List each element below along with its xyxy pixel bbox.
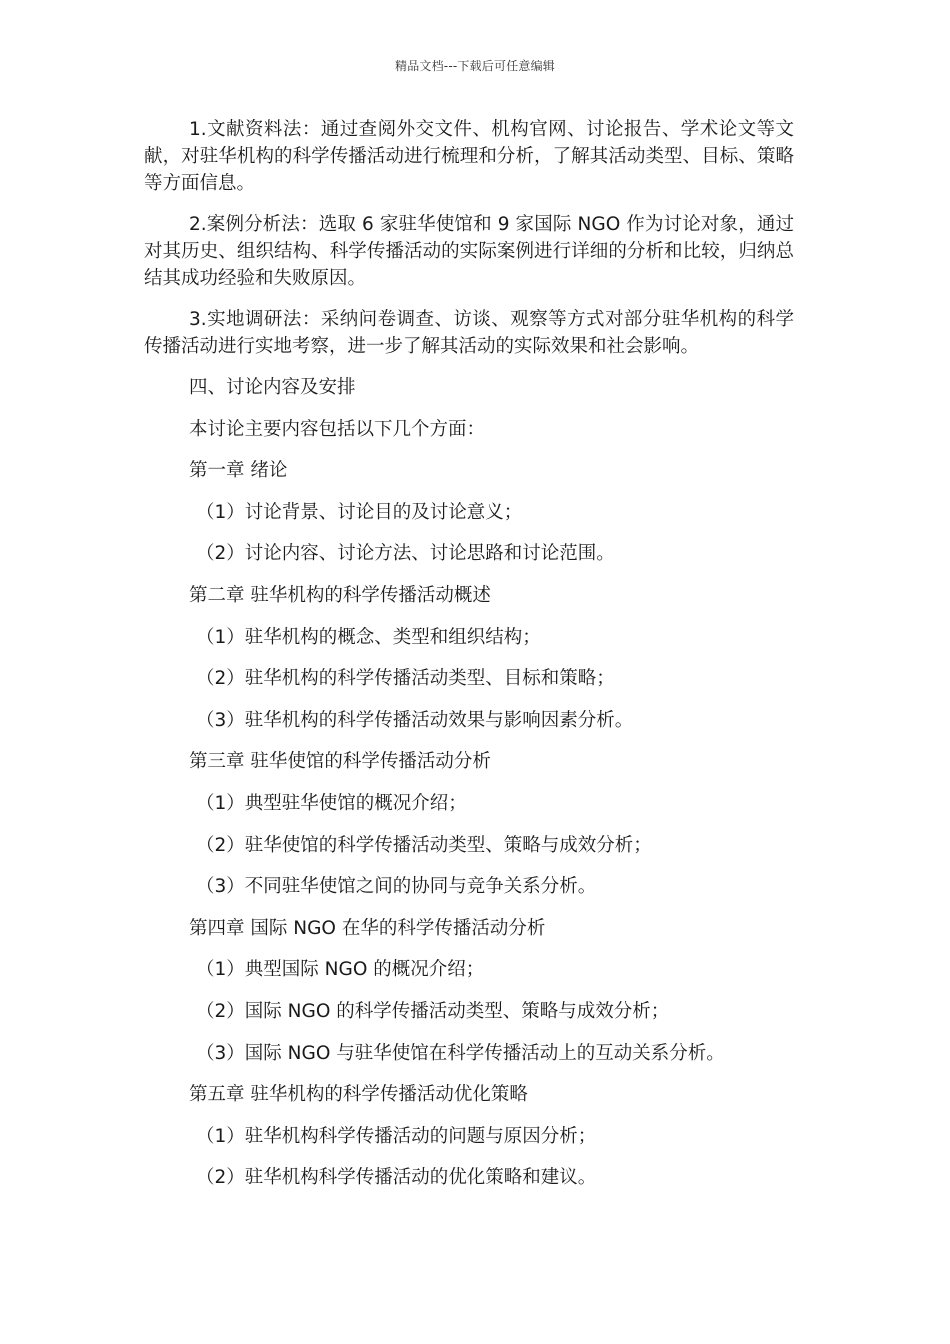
outline-heading: 第二章 驻华机构的科学传播活动概述 xyxy=(189,584,491,606)
outline-heading: 第五章 驻华机构的科学传播活动优化策略 xyxy=(189,1084,528,1106)
method-paragraph-case-study: 2.案例分析法：选取 6 家驻华使馆和 9 家国际 NGO 作为讨论对象，通过对其历史、组织结构、科学传播活动的实际案例进行详细的分析和比较，归纳总结其成功经验和失败原因。 xyxy=(144,214,794,289)
outline-item: （2）驻华机构的科学传播活动类型、目标和策略； xyxy=(196,668,615,690)
outline-item: （2）驻华机构科学传播活动的优化策略和建议。 xyxy=(196,1167,597,1189)
outline-item: （3）国际 NGO 与驻华使馆在科学传播活动上的互动关系分析。 xyxy=(196,1042,725,1064)
outline-heading: 本讨论主要内容包括以下几个方面： xyxy=(189,418,486,440)
outline-item: （1）典型国际 NGO 的概况介绍； xyxy=(196,959,485,981)
method-paragraph-field-research: 3.实地调研法：采纳问卷调查、访谈、观察等方式对部分驻华机构的科学传播活动进行实地考察，进一步了解其活动的实际效果和社会影响。 xyxy=(144,309,794,357)
outline-item: （1）讨论背景、讨论目的及讨论意义； xyxy=(196,501,523,523)
outline-heading: 第一章 绪论 xyxy=(189,460,288,482)
outline-item: （2）驻华使馆的科学传播活动类型、策略与成效分析； xyxy=(196,834,652,856)
method-paragraph-literature: 1.文献资料法：通过查阅外交文件、机构官网、讨论报告、学术论文等文献，对驻华机构的科学传播活动进行梳理和分析，了解其活动类型、目标、策略等方面信息。 xyxy=(144,119,794,194)
outline-item: （1）驻华机构科学传播活动的问题与原因分析； xyxy=(196,1125,597,1147)
outline-list xyxy=(144,374,794,1191)
outline-item: （2）国际 NGO 的科学传播活动类型、策略与成效分析； xyxy=(196,1000,670,1022)
outline-item: （3）驻华机构的科学传播活动效果与影响因素分析。 xyxy=(196,709,634,731)
outline-heading: 第四章 国际 NGO 在华的科学传播活动分析 xyxy=(189,917,546,939)
outline-item: （3）不同驻华使馆之间的协同与竞争关系分析。 xyxy=(196,876,597,898)
outline-item: （1）典型驻华使馆的概况介绍； xyxy=(196,792,467,814)
outline-item: （2）讨论内容、讨论方法、讨论思路和讨论范围。 xyxy=(196,543,615,565)
outline-heading: 第三章 驻华使馆的科学传播活动分析 xyxy=(189,751,491,773)
document-body xyxy=(144,116,794,1206)
page-header: 精品文档---下载后可任意编辑 xyxy=(395,59,555,73)
outline-heading: 四、讨论内容及安排 xyxy=(189,377,356,398)
outline-item: （1）驻华机构的概念、类型和组织结构； xyxy=(196,626,541,648)
